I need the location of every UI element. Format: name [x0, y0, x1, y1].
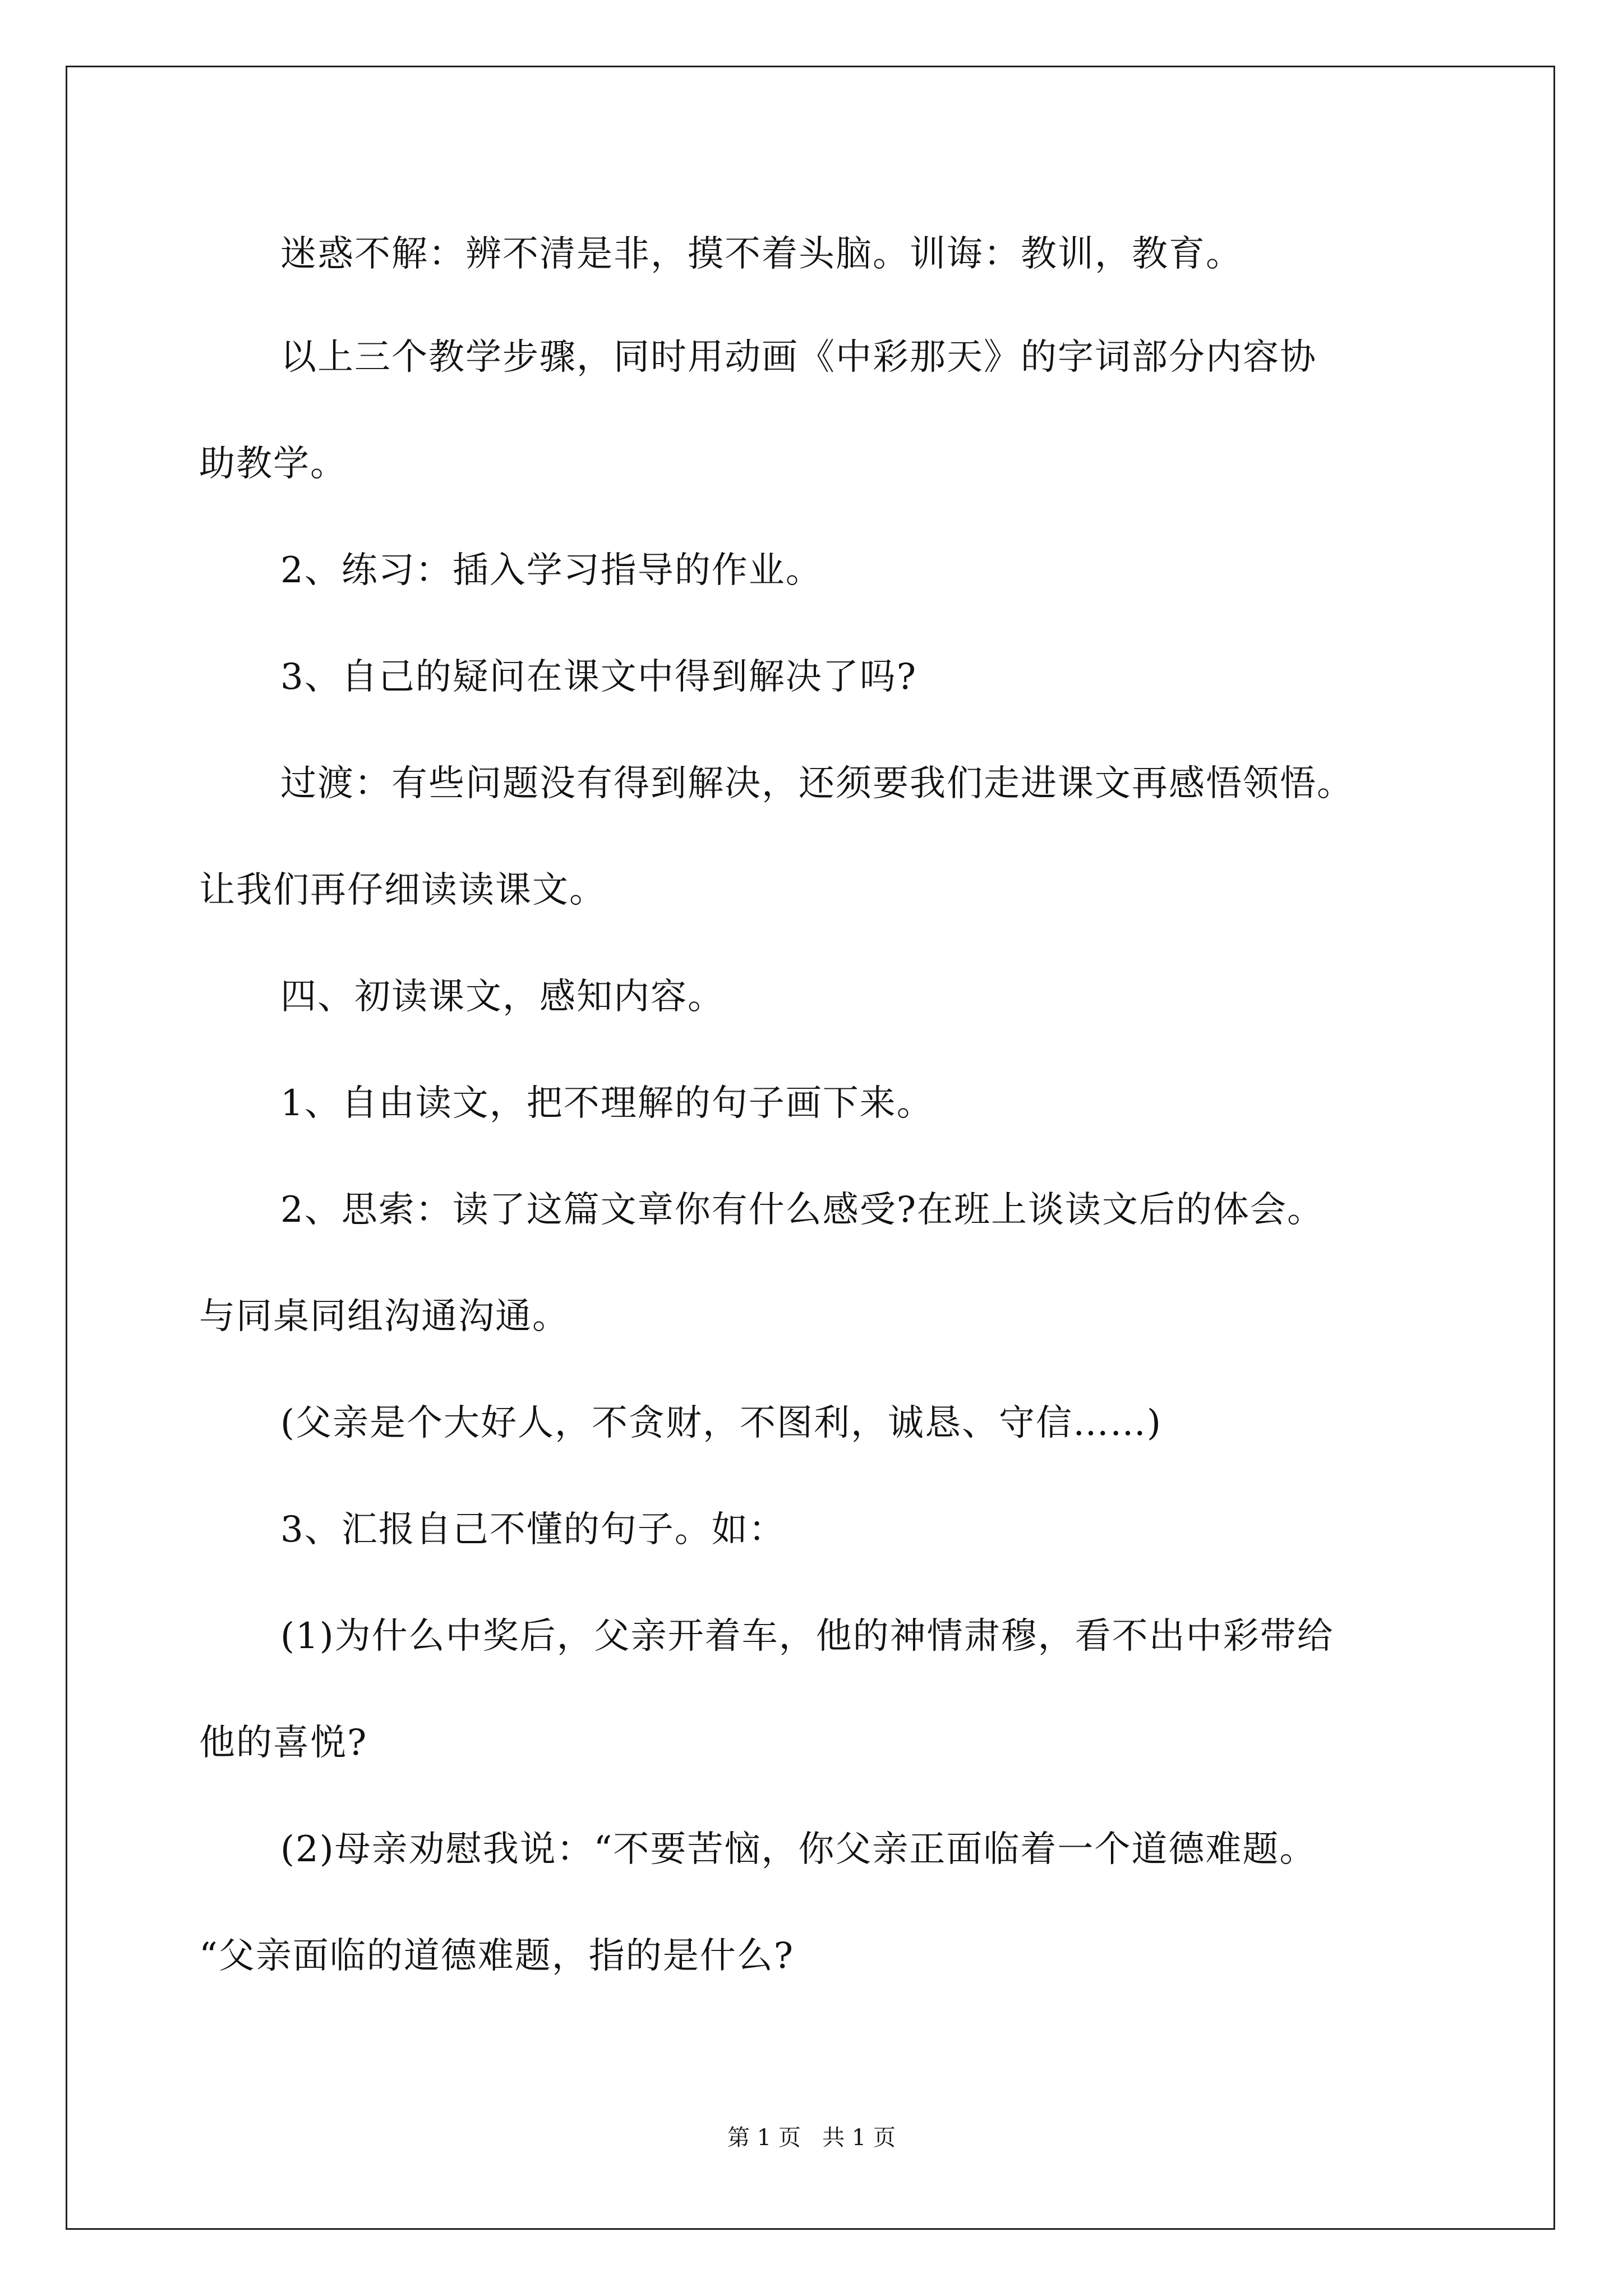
page-border: [66, 66, 1555, 2230]
paragraph-line: 与同桌同组沟通沟通。: [199, 1296, 569, 1337]
paragraph-line: “父亲面临的道德难题，指的是什么?: [199, 1935, 795, 1977]
paragraph-line: 2、思索：读了这篇文章你有什么感受?在班上谈读文后的体会。: [280, 1189, 1325, 1231]
paragraph-line: (1)为什么中奖后，父亲开着车，他的神情肃穆，看不出中彩带给: [280, 1616, 1334, 1657]
paragraph-line: 1、自由读文，把不理解的句子画下来。: [280, 1083, 934, 1124]
paragraph-line: 3、汇报自己不懂的句子。如：: [280, 1509, 786, 1550]
paragraph-line: 过渡：有些问题没有得到解决，还须要我们走进课文再感悟领悟。: [280, 763, 1354, 804]
paragraph-line: 3、自己的疑问在课文中得到解决了吗?: [280, 656, 917, 698]
paragraph-line: 他的喜悦?: [199, 1722, 368, 1764]
paragraph-line: 四、初读课文，感知内容。: [280, 976, 725, 1018]
paragraph-line: (父亲是个大好人，不贪财，不图利，诚恳、守信……): [280, 1402, 1162, 1444]
paragraph-line: 让我们再仔细读读课文。: [199, 869, 606, 911]
paragraph-line: 以上三个教学步骤，同时用动画《中彩那天》的字词部分内容协: [280, 337, 1317, 378]
page-number-footer: 第 1 页 共 1 页: [727, 2125, 896, 2151]
paragraph-line: (2)母亲劝慰我说：“不要苦恼，你父亲正面临着一个道德难题。: [280, 1829, 1317, 1870]
paragraph-line: 2、练习：插入学习指导的作业。: [280, 550, 823, 591]
paragraph-line: 助教学。: [199, 443, 347, 485]
paragraph-line: 迷惑不解：辨不清是非，摸不着头脑。训诲：教训，教育。: [280, 233, 1243, 275]
